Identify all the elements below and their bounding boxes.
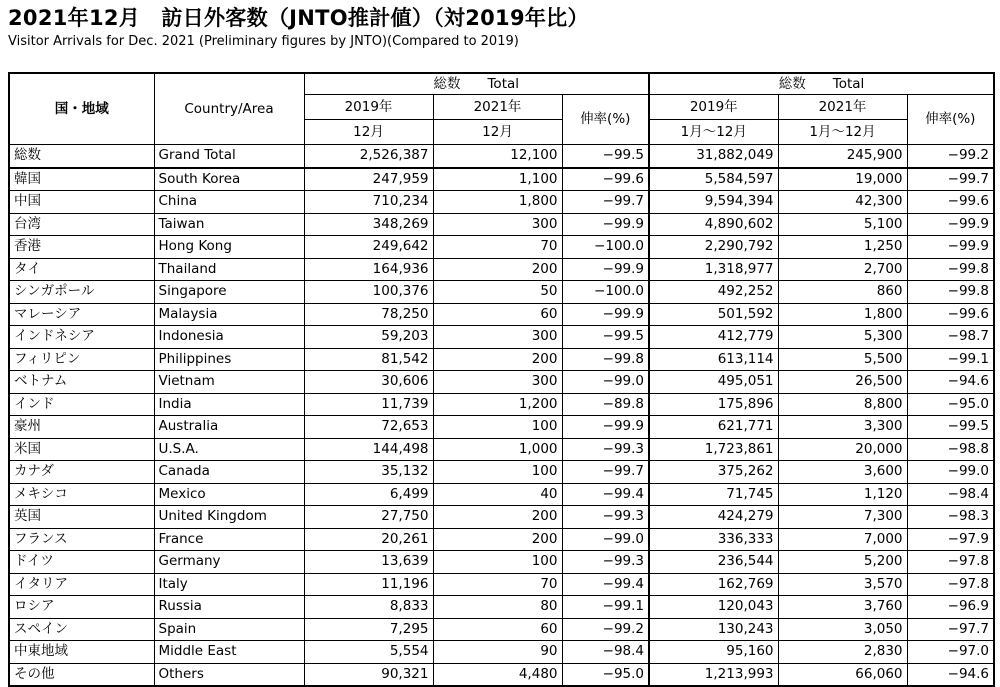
- cell-country-jp: タイ: [9, 258, 154, 281]
- cell-ytd-2019: 1,318,977: [649, 258, 778, 281]
- cell-dec-2019: 710,234: [304, 191, 433, 214]
- cell-dec-2019: 247,959: [304, 168, 433, 191]
- cell-dec-2019: 8,833: [304, 596, 433, 619]
- cell-ytd-2019: 175,896: [649, 393, 778, 416]
- cell-ytd-rate: −99.9: [907, 236, 994, 259]
- cell-dec-rate: −95.0: [562, 663, 649, 686]
- cell-country-en: Italy: [154, 573, 304, 596]
- cell-dec-2019: 11,739: [304, 393, 433, 416]
- cell-dec-rate: −98.4: [562, 641, 649, 664]
- cell-dec-2019: 90,321: [304, 663, 433, 686]
- cell-country-jp: 米国: [9, 438, 154, 461]
- cell-ytd-2021: 245,900: [778, 145, 907, 168]
- cell-dec-rate: −99.8: [562, 348, 649, 371]
- cell-ytd-2021: 3,050: [778, 618, 907, 641]
- cell-ytd-2019: 1,213,993: [649, 663, 778, 686]
- cell-ytd-2021: 19,000: [778, 168, 907, 191]
- cell-dec-2019: 164,936: [304, 258, 433, 281]
- cell-country-jp: スペイン: [9, 618, 154, 641]
- cell-dec-rate: −99.1: [562, 596, 649, 619]
- cell-ytd-2019: 120,043: [649, 596, 778, 619]
- cell-country-jp: その他: [9, 663, 154, 686]
- cell-dec-2019: 20,261: [304, 528, 433, 551]
- visitor-arrivals-table: [8, 72, 995, 687]
- cell-ytd-rate: −99.9: [907, 213, 994, 236]
- cell-dec-2019: 5,554: [304, 641, 433, 664]
- cell-dec-2019: 11,196: [304, 573, 433, 596]
- table-row: [9, 461, 994, 484]
- cell-dec-2019: 7,295: [304, 618, 433, 641]
- header-2019-ytd-year: 2019年: [649, 95, 778, 120]
- table-body: [9, 73, 994, 686]
- cell-dec-rate: −99.9: [562, 258, 649, 281]
- cell-ytd-rate: −98.7: [907, 326, 994, 349]
- cell-ytd-rate: −98.4: [907, 483, 994, 506]
- cell-ytd-2019: 236,544: [649, 551, 778, 574]
- cell-dec-2021: 70: [433, 236, 562, 259]
- cell-dec-2021: 200: [433, 528, 562, 551]
- header-rate-ytd: 伸率(%): [907, 95, 994, 145]
- cell-ytd-rate: −99.8: [907, 258, 994, 281]
- cell-ytd-rate: −97.8: [907, 573, 994, 596]
- cell-country-jp: マレーシア: [9, 303, 154, 326]
- cell-ytd-2019: 71,745: [649, 483, 778, 506]
- cell-country-en: Middle East: [154, 641, 304, 664]
- table-row: [9, 483, 994, 506]
- table-row: [9, 371, 994, 394]
- cell-ytd-2021: 8,800: [778, 393, 907, 416]
- cell-country-en: France: [154, 528, 304, 551]
- cell-ytd-2021: 1,250: [778, 236, 907, 259]
- cell-dec-2021: 200: [433, 348, 562, 371]
- cell-dec-2021: 60: [433, 618, 562, 641]
- cell-dec-2021: 300: [433, 326, 562, 349]
- page-subtitle: Visitor Arrivals for Dec. 2021 (Preliminary figures by JNTO)(Compared to 2019): [8, 34, 519, 49]
- cell-country-en: Spain: [154, 618, 304, 641]
- table-row: [9, 258, 994, 281]
- table-row: [9, 348, 994, 371]
- cell-ytd-rate: −99.1: [907, 348, 994, 371]
- cell-country-en: South Korea: [154, 168, 304, 191]
- cell-dec-rate: −99.9: [562, 213, 649, 236]
- cell-ytd-rate: −97.9: [907, 528, 994, 551]
- cell-ytd-2021: 20,000: [778, 438, 907, 461]
- cell-ytd-rate: −98.3: [907, 506, 994, 529]
- cell-country-en: Taiwan: [154, 213, 304, 236]
- cell-dec-2019: 2,526,387: [304, 145, 433, 168]
- cell-dec-rate: −99.9: [562, 416, 649, 439]
- cell-dec-rate: −99.5: [562, 326, 649, 349]
- cell-ytd-2019: 424,279: [649, 506, 778, 529]
- cell-dec-2021: 4,480: [433, 663, 562, 686]
- cell-ytd-rate: −94.6: [907, 663, 994, 686]
- cell-country-en: China: [154, 191, 304, 214]
- cell-country-jp: 中東地域: [9, 641, 154, 664]
- cell-country-en: Germany: [154, 551, 304, 574]
- cell-dec-rate: −99.3: [562, 551, 649, 574]
- cell-country-en: Australia: [154, 416, 304, 439]
- cell-ytd-rate: −97.7: [907, 618, 994, 641]
- cell-dec-2021: 100: [433, 416, 562, 439]
- cell-dec-rate: −99.4: [562, 573, 649, 596]
- header-row-group: [9, 73, 994, 95]
- table-row: [9, 213, 994, 236]
- cell-dec-rate: −99.9: [562, 303, 649, 326]
- table-row: [9, 573, 994, 596]
- cell-country-jp: メキシコ: [9, 483, 154, 506]
- cell-dec-rate: −89.8: [562, 393, 649, 416]
- cell-dec-2021: 90: [433, 641, 562, 664]
- cell-country-jp: フランス: [9, 528, 154, 551]
- cell-ytd-rate: −99.0: [907, 461, 994, 484]
- cell-dec-2021: 300: [433, 371, 562, 394]
- cell-country-jp: 豪州: [9, 416, 154, 439]
- table-row: [9, 618, 994, 641]
- cell-country-en: India: [154, 393, 304, 416]
- cell-country-jp: ベトナム: [9, 371, 154, 394]
- header-country-jp: 国・地域: [9, 73, 154, 145]
- cell-dec-2019: 144,498: [304, 438, 433, 461]
- cell-country-en: Hong Kong: [154, 236, 304, 259]
- cell-dec-rate: −100.0: [562, 236, 649, 259]
- cell-ytd-2021: 2,830: [778, 641, 907, 664]
- cell-country-jp: インドネシア: [9, 326, 154, 349]
- cell-ytd-rate: −99.8: [907, 281, 994, 304]
- cell-ytd-2019: 375,262: [649, 461, 778, 484]
- cell-ytd-2021: 3,570: [778, 573, 907, 596]
- cell-dec-2021: 100: [433, 551, 562, 574]
- cell-ytd-2021: 3,600: [778, 461, 907, 484]
- table-row: [9, 663, 994, 686]
- cell-dec-rate: −99.3: [562, 506, 649, 529]
- cell-dec-2021: 12,100: [433, 145, 562, 168]
- cell-dec-2021: 70: [433, 573, 562, 596]
- cell-ytd-rate: −97.8: [907, 551, 994, 574]
- cell-dec-2019: 59,203: [304, 326, 433, 349]
- cell-dec-2021: 200: [433, 506, 562, 529]
- cell-ytd-2019: 492,252: [649, 281, 778, 304]
- header-rate-month: 伸率(%): [562, 95, 649, 145]
- cell-ytd-2019: 1,723,861: [649, 438, 778, 461]
- cell-country-jp: イタリア: [9, 573, 154, 596]
- table-row: [9, 281, 994, 304]
- cell-ytd-2021: 26,500: [778, 371, 907, 394]
- cell-country-en: Singapore: [154, 281, 304, 304]
- cell-ytd-2021: 5,300: [778, 326, 907, 349]
- cell-ytd-2021: 7,000: [778, 528, 907, 551]
- cell-dec-2021: 40: [433, 483, 562, 506]
- cell-dec-2019: 6,499: [304, 483, 433, 506]
- cell-country-en: Mexico: [154, 483, 304, 506]
- header-2019-dec-year: 2019年: [304, 95, 433, 120]
- cell-dec-2021: 200: [433, 258, 562, 281]
- table-row: [9, 596, 994, 619]
- header-group-month: 総数 Total: [304, 73, 649, 95]
- cell-dec-2019: 81,542: [304, 348, 433, 371]
- cell-dec-2021: 50: [433, 281, 562, 304]
- cell-dec-2019: 78,250: [304, 303, 433, 326]
- cell-country-en: United Kingdom: [154, 506, 304, 529]
- cell-country-en: Russia: [154, 596, 304, 619]
- cell-country-en: Grand Total: [154, 145, 304, 168]
- cell-ytd-2021: 2,700: [778, 258, 907, 281]
- cell-dec-2019: 249,642: [304, 236, 433, 259]
- cell-ytd-2019: 501,592: [649, 303, 778, 326]
- cell-country-jp: カナダ: [9, 461, 154, 484]
- cell-dec-2021: 60: [433, 303, 562, 326]
- cell-dec-2021: 1,800: [433, 191, 562, 214]
- cell-country-jp: 英国: [9, 506, 154, 529]
- cell-ytd-2021: 3,760: [778, 596, 907, 619]
- cell-ytd-rate: −94.6: [907, 371, 994, 394]
- table-row: [9, 236, 994, 259]
- cell-ytd-2021: 5,100: [778, 213, 907, 236]
- cell-country-en: Canada: [154, 461, 304, 484]
- cell-dec-rate: −99.7: [562, 461, 649, 484]
- cell-dec-2019: 100,376: [304, 281, 433, 304]
- cell-dec-2019: 27,750: [304, 506, 433, 529]
- cell-country-en: Malaysia: [154, 303, 304, 326]
- header-2021-dec-month: 12月: [433, 120, 562, 145]
- table-row: [9, 551, 994, 574]
- cell-ytd-2021: 42,300: [778, 191, 907, 214]
- cell-dec-rate: −99.7: [562, 191, 649, 214]
- cell-dec-2019: 35,132: [304, 461, 433, 484]
- cell-dec-2019: 72,653: [304, 416, 433, 439]
- cell-ytd-rate: −96.9: [907, 596, 994, 619]
- cell-ytd-2019: 9,594,394: [649, 191, 778, 214]
- cell-dec-rate: −99.6: [562, 168, 649, 191]
- cell-ytd-rate: −98.8: [907, 438, 994, 461]
- table-row: [9, 168, 994, 191]
- cell-country-jp: シンガポール: [9, 281, 154, 304]
- cell-dec-rate: −99.5: [562, 145, 649, 168]
- cell-country-en: Philippines: [154, 348, 304, 371]
- cell-country-jp: 韓国: [9, 168, 154, 191]
- cell-ytd-rate: −99.7: [907, 168, 994, 191]
- cell-dec-2021: 300: [433, 213, 562, 236]
- cell-dec-rate: −99.0: [562, 371, 649, 394]
- cell-dec-2019: 13,639: [304, 551, 433, 574]
- cell-dec-2021: 1,100: [433, 168, 562, 191]
- cell-ytd-2021: 860: [778, 281, 907, 304]
- cell-country-en: Others: [154, 663, 304, 686]
- cell-dec-rate: −99.4: [562, 483, 649, 506]
- cell-dec-2019: 30,606: [304, 371, 433, 394]
- header-2019-dec-month: 12月: [304, 120, 433, 145]
- cell-ytd-2021: 1,800: [778, 303, 907, 326]
- page-title: 2021年12月 訪日外客数（JNTO推計値）（対2019年比）: [8, 6, 589, 30]
- cell-ytd-rate: −99.6: [907, 191, 994, 214]
- cell-country-en: Vietnam: [154, 371, 304, 394]
- cell-dec-2021: 1,200: [433, 393, 562, 416]
- cell-ytd-2019: 95,160: [649, 641, 778, 664]
- cell-ytd-2019: 495,051: [649, 371, 778, 394]
- cell-ytd-rate: −99.6: [907, 303, 994, 326]
- cell-ytd-rate: −99.5: [907, 416, 994, 439]
- cell-dec-2021: 80: [433, 596, 562, 619]
- cell-ytd-2021: 5,200: [778, 551, 907, 574]
- table-row: [9, 303, 994, 326]
- cell-ytd-2021: 1,120: [778, 483, 907, 506]
- cell-ytd-2019: 31,882,049: [649, 145, 778, 168]
- table-row: [9, 416, 994, 439]
- cell-ytd-2019: 5,584,597: [649, 168, 778, 191]
- cell-ytd-2021: 66,060: [778, 663, 907, 686]
- table-row: [9, 326, 994, 349]
- cell-country-jp: 総数: [9, 145, 154, 168]
- cell-ytd-2021: 7,300: [778, 506, 907, 529]
- header-group-ytd: 総数 Total: [649, 73, 994, 95]
- table-row: [9, 528, 994, 551]
- cell-ytd-rate: −97.0: [907, 641, 994, 664]
- table-row: [9, 191, 994, 214]
- header-2021-ytd-year: 2021年: [778, 95, 907, 120]
- cell-ytd-2019: 4,890,602: [649, 213, 778, 236]
- cell-country-jp: インド: [9, 393, 154, 416]
- cell-country-jp: 台湾: [9, 213, 154, 236]
- cell-ytd-2019: 130,243: [649, 618, 778, 641]
- cell-country-jp: フィリピン: [9, 348, 154, 371]
- table-row: [9, 438, 994, 461]
- cell-dec-2021: 1,000: [433, 438, 562, 461]
- cell-dec-2021: 100: [433, 461, 562, 484]
- cell-country-en: U.S.A.: [154, 438, 304, 461]
- cell-ytd-2021: 3,300: [778, 416, 907, 439]
- table-row: [9, 641, 994, 664]
- cell-country-jp: 中国: [9, 191, 154, 214]
- grand-total-row: [9, 145, 994, 168]
- cell-country-jp: 香港: [9, 236, 154, 259]
- header-2021-dec-year: 2021年: [433, 95, 562, 120]
- cell-dec-rate: −99.3: [562, 438, 649, 461]
- header-2021-ytd-period: 1月～12月: [778, 120, 907, 145]
- cell-ytd-2019: 613,114: [649, 348, 778, 371]
- table-row: [9, 393, 994, 416]
- cell-ytd-2019: 412,779: [649, 326, 778, 349]
- cell-country-en: Thailand: [154, 258, 304, 281]
- cell-dec-rate: −100.0: [562, 281, 649, 304]
- cell-country-jp: ロシア: [9, 596, 154, 619]
- cell-ytd-rate: −95.0: [907, 393, 994, 416]
- cell-ytd-rate: −99.2: [907, 145, 994, 168]
- cell-country-jp: ドイツ: [9, 551, 154, 574]
- cell-dec-2019: 348,269: [304, 213, 433, 236]
- cell-ytd-2021: 5,500: [778, 348, 907, 371]
- cell-dec-rate: −99.0: [562, 528, 649, 551]
- header-2019-ytd-period: 1月～12月: [649, 120, 778, 145]
- table-row: [9, 506, 994, 529]
- cell-ytd-2019: 621,771: [649, 416, 778, 439]
- cell-ytd-2019: 162,769: [649, 573, 778, 596]
- header-country-en: Country/Area: [154, 73, 304, 145]
- cell-ytd-2019: 336,333: [649, 528, 778, 551]
- cell-ytd-2019: 2,290,792: [649, 236, 778, 259]
- cell-dec-rate: −99.2: [562, 618, 649, 641]
- cell-country-en: Indonesia: [154, 326, 304, 349]
